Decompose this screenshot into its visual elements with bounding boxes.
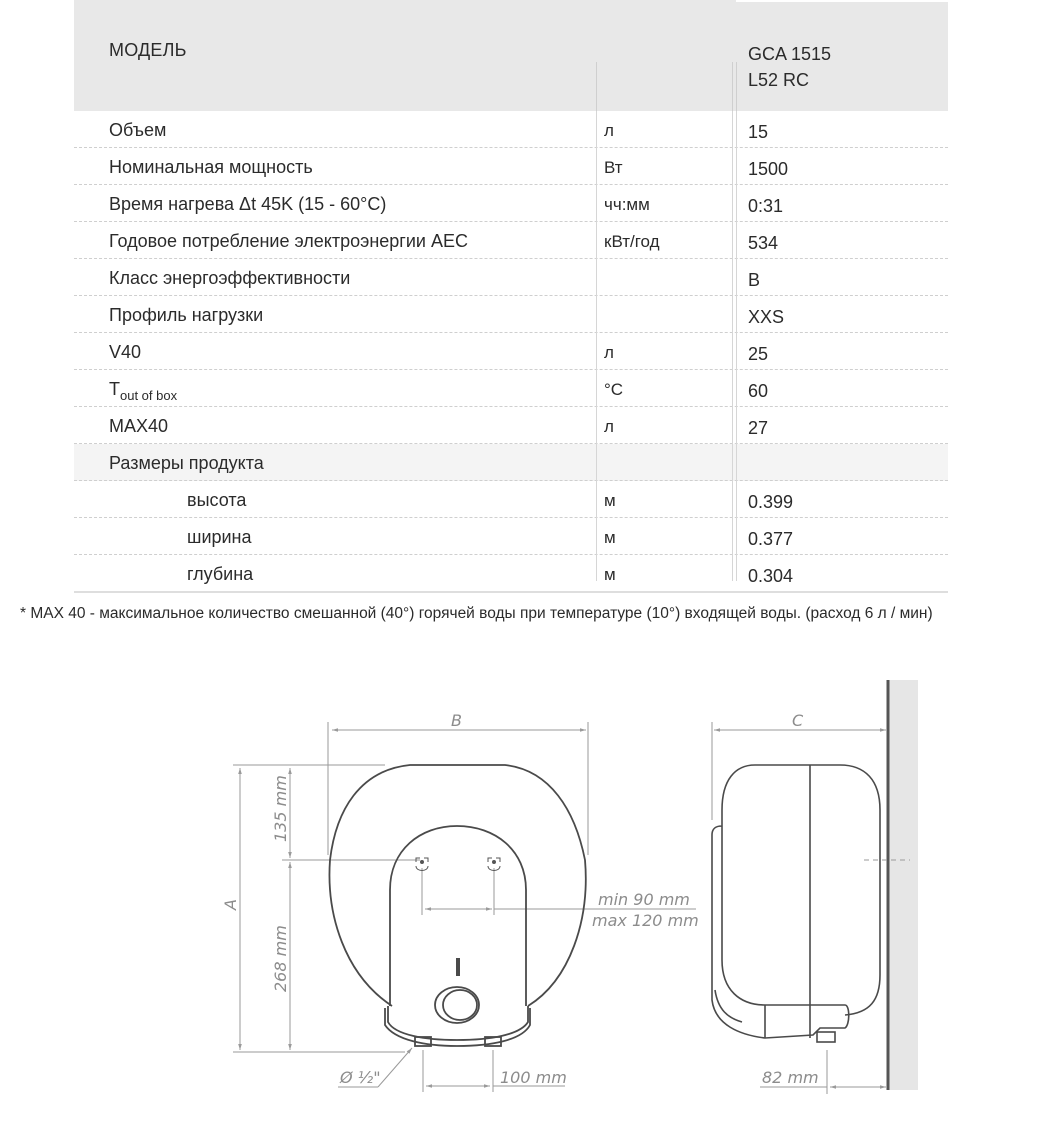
table-row — [74, 148, 948, 185]
table-row — [74, 185, 948, 222]
model-name-line1: GCA 1515 — [748, 44, 832, 64]
heater-side-view — [712, 765, 880, 1042]
param-value: 60 — [748, 381, 769, 401]
table-row — [74, 111, 948, 148]
param-value: 534 — [748, 233, 779, 253]
table-row — [74, 370, 948, 407]
param-name: ширина — [187, 527, 252, 547]
param-name: Годовое потребление электроэнергии AEC — [109, 231, 468, 251]
footnote: * MAX 40 - максимальное количество смешанной (40°) горячей воды при температуре (10°) входящей воды. (расход 6 л / мин) — [20, 605, 933, 622]
param-value: 15 — [748, 122, 769, 142]
table-row — [74, 259, 948, 296]
param-name-main: T — [109, 379, 120, 399]
dim-max-120mm: max 120 mm — [592, 911, 699, 930]
table-row — [74, 407, 948, 444]
param-name: глубина — [187, 564, 254, 584]
wall — [888, 680, 918, 1090]
table-row — [74, 222, 948, 259]
param-name: Номинальная мощность — [109, 157, 313, 177]
param-unit: м — [604, 528, 616, 547]
param-value: 0.399 — [748, 492, 794, 512]
param-unit: м — [604, 565, 616, 584]
table-row — [74, 333, 948, 370]
param-unit: Вт — [604, 158, 623, 177]
dim-min-90mm: min 90 mm — [598, 890, 690, 909]
param-value: 1500 — [748, 159, 789, 179]
label-b: B — [451, 711, 462, 730]
dim-135mm: 135 mm — [271, 775, 290, 842]
param-value: 0.377 — [748, 529, 794, 549]
param-name — [109, 379, 177, 403]
param-value: 0.304 — [748, 566, 794, 586]
dimension-drawing — [0, 640, 1044, 1130]
param-unit: чч:мм — [604, 195, 650, 214]
param-name: V40 — [109, 342, 142, 362]
dim-pipe-diameter: Ø ½" — [340, 1068, 381, 1087]
model-name-line2: L52 RC — [748, 70, 810, 90]
param-value: XXS — [748, 307, 785, 327]
param-name: Объем — [109, 120, 167, 140]
column-divider — [596, 111, 597, 581]
param-name: Профиль нагрузки — [109, 305, 264, 325]
param-value: 27 — [748, 418, 769, 438]
spec-table — [74, 0, 948, 593]
table-header — [74, 0, 948, 111]
param-value: 25 — [748, 344, 769, 364]
table-body — [74, 111, 948, 593]
dim-268mm: 268 mm — [271, 925, 290, 992]
table-section-row — [74, 444, 948, 481]
param-name: Класс энергоэффективности — [109, 268, 351, 288]
param-value: B — [748, 270, 761, 290]
heater-front-view — [329, 765, 585, 1046]
model-label: МОДЕЛЬ — [109, 40, 187, 60]
table-row — [74, 481, 948, 518]
section-name: Размеры продукта — [109, 453, 264, 473]
param-unit: м — [604, 491, 616, 510]
param-value: 0:31 — [748, 196, 784, 216]
column-divider — [732, 111, 733, 581]
param-unit: °C — [604, 380, 624, 399]
model-name — [748, 41, 831, 93]
dim-100mm: 100 mm — [500, 1068, 567, 1087]
param-unit: кВт/год — [604, 232, 660, 251]
param-unit: л — [604, 121, 614, 140]
param-name: высота — [187, 490, 247, 510]
label-a: A — [221, 899, 240, 910]
label-c: C — [792, 711, 804, 730]
param-unit: л — [604, 417, 614, 436]
param-name-subscript: out of box — [120, 388, 178, 403]
param-name: MAX40 — [109, 416, 169, 436]
dim-82mm: 82 mm — [762, 1068, 819, 1087]
column-divider — [736, 111, 737, 581]
param-name: Время нагрева Δt 45K (15 - 60°C) — [109, 194, 387, 214]
table-row — [74, 555, 948, 593]
table-row — [74, 296, 948, 333]
table-row — [74, 518, 948, 555]
param-unit: л — [604, 343, 614, 362]
